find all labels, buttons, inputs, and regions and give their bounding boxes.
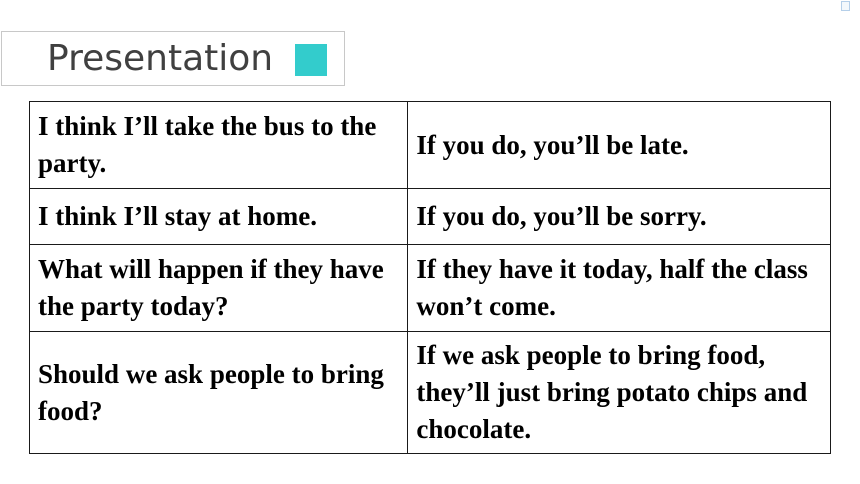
- table-cell-response: If we ask people to bring food, they’ll just bring potato chips and chocolate.: [408, 332, 831, 454]
- table-row: [30, 245, 831, 332]
- table-cell-response: If they have it today, half the class won’t come.: [408, 245, 831, 332]
- table-cell-statement: Should we ask people to bring food?: [30, 332, 408, 454]
- dialogue-table: [29, 101, 831, 454]
- page-title: Presentation: [47, 38, 274, 79]
- title-banner: [1, 31, 345, 86]
- accent-square-icon: [295, 44, 327, 76]
- table-row: [30, 189, 831, 245]
- table-cell-statement: What will happen if they have the party today?: [30, 245, 408, 332]
- table-row: [30, 332, 831, 454]
- table-cell-response: If you do, you’ll be late.: [408, 102, 831, 189]
- corner-logo: [841, 0, 850, 12]
- logo-icon: [841, 1, 850, 11]
- table-cell-statement: I think I’ll take the bus to the party.: [30, 102, 408, 189]
- table-cell-statement: I think I’ll stay at home.: [30, 189, 408, 245]
- table-row: [30, 102, 831, 189]
- table-cell-response: If you do, you’ll be sorry.: [408, 189, 831, 245]
